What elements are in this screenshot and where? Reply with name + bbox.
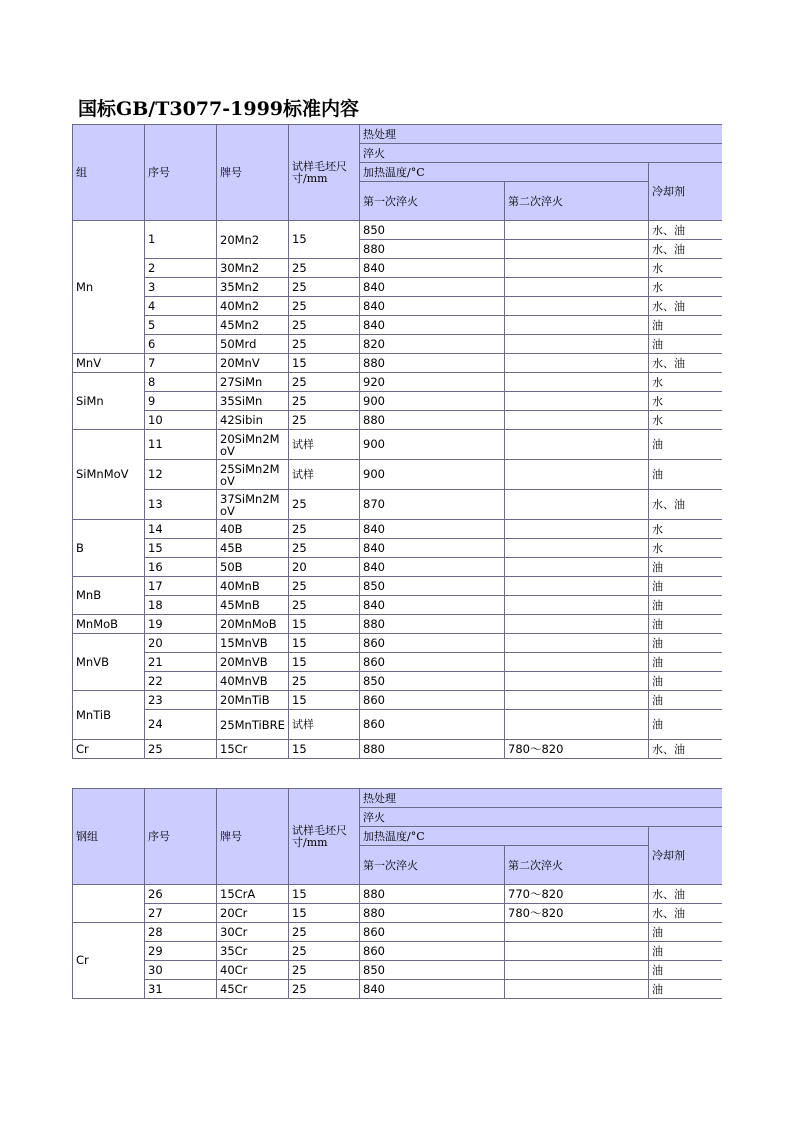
grade-cell: 40MnB: [217, 577, 289, 596]
coolant-cell: 油: [649, 980, 722, 999]
second-quench-cell: [505, 316, 649, 335]
group-cell: Cr: [73, 740, 145, 759]
first-quench-cell: 840: [360, 539, 505, 558]
first-quench-cell: 900: [360, 460, 505, 490]
second-quench-cell: [505, 520, 649, 539]
coolant-cell: 油: [649, 335, 722, 354]
second-quench-cell: [505, 240, 649, 259]
grade-cell: 20Mn2: [217, 221, 289, 259]
second-quench-cell: 780～820: [505, 904, 649, 923]
header-quench: 淬火: [360, 808, 722, 827]
seq-cell: 24: [145, 710, 217, 740]
grade-cell: 50Mrd: [217, 335, 289, 354]
second-quench-cell: [505, 923, 649, 942]
header-seq: 序号: [145, 125, 217, 221]
seq-cell: 17: [145, 577, 217, 596]
second-quench-cell: [505, 278, 649, 297]
coolant-cell: 水: [649, 373, 722, 392]
seq-cell: 30: [145, 961, 217, 980]
second-quench-cell: [505, 373, 649, 392]
coolant-cell: 油: [649, 430, 722, 460]
grade-cell: 25MnTiBRE: [217, 710, 289, 740]
second-quench-cell: [505, 430, 649, 460]
size-cell: 25: [289, 316, 360, 335]
coolant-cell: 水、油: [649, 221, 722, 240]
second-quench-cell: [505, 653, 649, 672]
first-quench-cell: 870: [360, 490, 505, 520]
coolant-cell: 油: [649, 316, 722, 335]
table-row: [73, 942, 722, 961]
header-coolant: 冷却剂: [649, 163, 722, 221]
grade-cell: 15Cr: [217, 740, 289, 759]
first-quench-cell: 860: [360, 942, 505, 961]
grade-cell: 20SiMn2MoV: [217, 430, 289, 460]
table-row: [73, 460, 722, 490]
size-cell: 15: [289, 904, 360, 923]
size-cell: 25: [289, 259, 360, 278]
grade-cell: 40Mn2: [217, 297, 289, 316]
group-cell: [73, 885, 145, 923]
table-row: [73, 653, 722, 672]
coolant-cell: 水: [649, 520, 722, 539]
coolant-cell: 水、油: [649, 240, 722, 259]
header-second-quench: 第二次淬火: [505, 846, 649, 885]
header-heating-temp: 加热温度/°C: [360, 827, 649, 846]
coolant-cell: 水、油: [649, 885, 722, 904]
grade-cell: 20MnTiB: [217, 691, 289, 710]
size-cell: 15: [289, 691, 360, 710]
table-row: [73, 539, 722, 558]
coolant-cell: 油: [649, 615, 722, 634]
coolant-cell: 油: [649, 596, 722, 615]
table-1-body: [73, 221, 722, 759]
second-quench-cell: [505, 335, 649, 354]
size-cell: 25: [289, 980, 360, 999]
coolant-cell: 水: [649, 539, 722, 558]
table-row: [73, 354, 722, 373]
seq-cell: 26: [145, 885, 217, 904]
first-quench-cell: 880: [360, 354, 505, 373]
table-row: [73, 961, 722, 980]
size-cell: 试样: [289, 460, 360, 490]
table-row: [73, 923, 722, 942]
size-cell: 15: [289, 653, 360, 672]
size-cell: 25: [289, 520, 360, 539]
group-cell: SiMnMoV: [73, 430, 145, 520]
coolant-cell: 油: [649, 672, 722, 691]
size-cell: 25: [289, 923, 360, 942]
table-row: [73, 740, 722, 759]
table-row: [73, 520, 722, 539]
size-cell: 试样: [289, 710, 360, 740]
table-row: [73, 691, 722, 710]
second-quench-cell: [505, 634, 649, 653]
size-cell: 15: [289, 740, 360, 759]
second-quench-cell: [505, 942, 649, 961]
coolant-cell: 油: [649, 923, 722, 942]
grade-cell: 42Sibin: [217, 411, 289, 430]
first-quench-cell: 850: [360, 961, 505, 980]
size-cell: 25: [289, 278, 360, 297]
first-quench-cell: 860: [360, 691, 505, 710]
grade-cell: 40MnVB: [217, 672, 289, 691]
first-quench-cell: 860: [360, 653, 505, 672]
header-size: 试样毛坯尺寸/mm: [289, 125, 360, 221]
second-quench-cell: [505, 259, 649, 278]
grade-cell: 20MnV: [217, 354, 289, 373]
grade-cell: 45B: [217, 539, 289, 558]
size-cell: 25: [289, 411, 360, 430]
first-quench-cell: 860: [360, 923, 505, 942]
first-quench-cell: 880: [360, 615, 505, 634]
coolant-cell: 油: [649, 961, 722, 980]
first-quench-cell: 900: [360, 392, 505, 411]
table-row: [73, 278, 722, 297]
seq-cell: 6: [145, 335, 217, 354]
size-cell: 25: [289, 490, 360, 520]
size-cell: 15: [289, 221, 360, 259]
seq-cell: 11: [145, 430, 217, 460]
grade-cell: 35Mn2: [217, 278, 289, 297]
first-quench-cell: 880: [360, 885, 505, 904]
seq-cell: 2: [145, 259, 217, 278]
header-steel-group: 钢组: [73, 789, 145, 885]
grade-cell: 50B: [217, 558, 289, 577]
first-quench-cell: 840: [360, 520, 505, 539]
second-quench-cell: [505, 672, 649, 691]
seq-cell: 18: [145, 596, 217, 615]
grade-cell: 15CrA: [217, 885, 289, 904]
header-heating-temp: 加热温度/°C: [360, 163, 649, 182]
table-row: [73, 335, 722, 354]
coolant-cell: 油: [649, 691, 722, 710]
second-quench-cell: [505, 615, 649, 634]
second-quench-cell: [505, 558, 649, 577]
first-quench-cell: 850: [360, 221, 505, 240]
coolant-cell: 油: [649, 710, 722, 740]
size-cell: 15: [289, 885, 360, 904]
size-cell: 25: [289, 672, 360, 691]
seq-cell: 15: [145, 539, 217, 558]
seq-cell: 28: [145, 923, 217, 942]
first-quench-cell: 840: [360, 596, 505, 615]
seq-cell: 12: [145, 460, 217, 490]
first-quench-cell: 840: [360, 297, 505, 316]
table-row: [73, 430, 722, 460]
seq-cell: 1: [145, 221, 217, 259]
coolant-cell: 水、油: [649, 354, 722, 373]
coolant-cell: 水: [649, 278, 722, 297]
table-2-body: [73, 885, 722, 999]
table-row: [73, 672, 722, 691]
coolant-cell: 油: [649, 942, 722, 961]
group-cell: Mn: [73, 221, 145, 354]
second-quench-cell: [505, 221, 649, 240]
size-cell: 试样: [289, 430, 360, 460]
second-quench-cell: [505, 691, 649, 710]
coolant-cell: 水、油: [649, 490, 722, 520]
coolant-cell: 水、油: [649, 904, 722, 923]
table-row: [73, 634, 722, 653]
first-quench-cell: 840: [360, 558, 505, 577]
seq-cell: 10: [145, 411, 217, 430]
grade-cell: 45Cr: [217, 980, 289, 999]
seq-cell: 5: [145, 316, 217, 335]
second-quench-cell: [505, 577, 649, 596]
size-cell: 15: [289, 354, 360, 373]
size-cell: 15: [289, 634, 360, 653]
table-row: [73, 904, 722, 923]
size-cell: 25: [289, 392, 360, 411]
table-row: [73, 980, 722, 999]
grade-cell: 45Mn2: [217, 316, 289, 335]
first-quench-cell: 880: [360, 411, 505, 430]
table-row: [73, 710, 722, 740]
page-title: 国标GB/T3077-1999标准内容: [78, 98, 360, 120]
size-cell: 25: [289, 335, 360, 354]
size-cell: 20: [289, 558, 360, 577]
first-quench-cell: 880: [360, 740, 505, 759]
grade-cell: 30Cr: [217, 923, 289, 942]
seq-cell: 21: [145, 653, 217, 672]
seq-cell: 27: [145, 904, 217, 923]
second-quench-cell: [505, 411, 649, 430]
coolant-cell: 水: [649, 259, 722, 278]
coolant-cell: 油: [649, 558, 722, 577]
group-cell: MnTiB: [73, 691, 145, 740]
table-row: [73, 259, 722, 278]
seq-cell: 7: [145, 354, 217, 373]
header-grade: 牌号: [217, 125, 289, 221]
header-second-quench: 第二次淬火: [505, 182, 649, 221]
header-coolant: 冷却剂: [649, 827, 722, 885]
grade-cell: 27SiMn: [217, 373, 289, 392]
first-quench-cell: 860: [360, 710, 505, 740]
grade-cell: 20MnVB: [217, 653, 289, 672]
grade-cell: 25SiMn2MoV: [217, 460, 289, 490]
seq-cell: 25: [145, 740, 217, 759]
size-cell: 25: [289, 942, 360, 961]
header-heat-treatment: 热处理: [360, 789, 722, 808]
seq-cell: 29: [145, 942, 217, 961]
coolant-cell: 水、油: [649, 297, 722, 316]
header-quench: 淬火: [360, 144, 722, 163]
table-row: [73, 577, 722, 596]
grade-cell: 37SiMn2MoV: [217, 490, 289, 520]
first-quench-cell: 880: [360, 240, 505, 259]
standard-table-2: [72, 788, 722, 999]
coolant-cell: 水、油: [649, 740, 722, 759]
coolant-cell: 油: [649, 460, 722, 490]
size-cell: 25: [289, 297, 360, 316]
second-quench-cell: [505, 460, 649, 490]
table-row: [73, 316, 722, 335]
size-cell: 15: [289, 615, 360, 634]
size-cell: 25: [289, 577, 360, 596]
header-first-quench: 第一次淬火: [360, 182, 505, 221]
second-quench-cell: [505, 539, 649, 558]
group-cell: MnB: [73, 577, 145, 615]
seq-cell: 8: [145, 373, 217, 392]
coolant-cell: 油: [649, 577, 722, 596]
seq-cell: 14: [145, 520, 217, 539]
size-cell: 25: [289, 596, 360, 615]
header-first-quench: 第一次淬火: [360, 846, 505, 885]
grade-cell: 35Cr: [217, 942, 289, 961]
first-quench-cell: 840: [360, 980, 505, 999]
size-cell: 25: [289, 961, 360, 980]
first-quench-cell: 840: [360, 278, 505, 297]
seq-cell: 9: [145, 392, 217, 411]
second-quench-cell: 780～820: [505, 740, 649, 759]
table-row: [73, 558, 722, 577]
grade-cell: 30Mn2: [217, 259, 289, 278]
second-quench-cell: [505, 392, 649, 411]
seq-cell: 4: [145, 297, 217, 316]
first-quench-cell: 880: [360, 904, 505, 923]
grade-cell: 40Cr: [217, 961, 289, 980]
second-quench-cell: [505, 596, 649, 615]
seq-cell: 16: [145, 558, 217, 577]
table-row: [73, 411, 722, 430]
second-quench-cell: [505, 961, 649, 980]
header-seq: 序号: [145, 789, 217, 885]
grade-cell: 40B: [217, 520, 289, 539]
seq-cell: 3: [145, 278, 217, 297]
group-cell: SiMn: [73, 373, 145, 430]
table-row: [73, 490, 722, 520]
group-cell: MnMoB: [73, 615, 145, 634]
header-heat-treatment: 热处理: [360, 125, 722, 144]
seq-cell: 31: [145, 980, 217, 999]
first-quench-cell: 820: [360, 335, 505, 354]
table-row: [73, 392, 722, 411]
header-grade: 牌号: [217, 789, 289, 885]
second-quench-cell: [505, 980, 649, 999]
second-quench-cell: [505, 354, 649, 373]
table-row: [73, 615, 722, 634]
grade-cell: 20MnMoB: [217, 615, 289, 634]
group-cell: MnV: [73, 354, 145, 373]
coolant-cell: 油: [649, 653, 722, 672]
grade-cell: 45MnB: [217, 596, 289, 615]
coolant-cell: 水: [649, 411, 722, 430]
grade-cell: 20Cr: [217, 904, 289, 923]
first-quench-cell: 920: [360, 373, 505, 392]
group-cell: Cr: [73, 923, 145, 999]
header-group: 组: [73, 125, 145, 221]
group-cell: B: [73, 520, 145, 577]
seq-cell: 19: [145, 615, 217, 634]
table-row: [73, 221, 722, 240]
standard-table-1: [72, 124, 722, 759]
first-quench-cell: 860: [360, 634, 505, 653]
first-quench-cell: 850: [360, 577, 505, 596]
seq-cell: 22: [145, 672, 217, 691]
second-quench-cell: 770～820: [505, 885, 649, 904]
second-quench-cell: [505, 490, 649, 520]
coolant-cell: 水: [649, 392, 722, 411]
first-quench-cell: 900: [360, 430, 505, 460]
table-row: [73, 297, 722, 316]
grade-cell: 15MnVB: [217, 634, 289, 653]
table-row: [73, 885, 722, 904]
seq-cell: 23: [145, 691, 217, 710]
group-cell: MnVB: [73, 634, 145, 691]
second-quench-cell: [505, 297, 649, 316]
table-row: [73, 596, 722, 615]
first-quench-cell: 840: [360, 259, 505, 278]
header-size: 试样毛坯尺寸/mm: [289, 789, 360, 885]
size-cell: 25: [289, 373, 360, 392]
seq-cell: 13: [145, 490, 217, 520]
table-row: [73, 373, 722, 392]
seq-cell: 20: [145, 634, 217, 653]
size-cell: 25: [289, 539, 360, 558]
coolant-cell: 油: [649, 634, 722, 653]
first-quench-cell: 840: [360, 316, 505, 335]
second-quench-cell: [505, 710, 649, 740]
first-quench-cell: 850: [360, 672, 505, 691]
grade-cell: 35SiMn: [217, 392, 289, 411]
